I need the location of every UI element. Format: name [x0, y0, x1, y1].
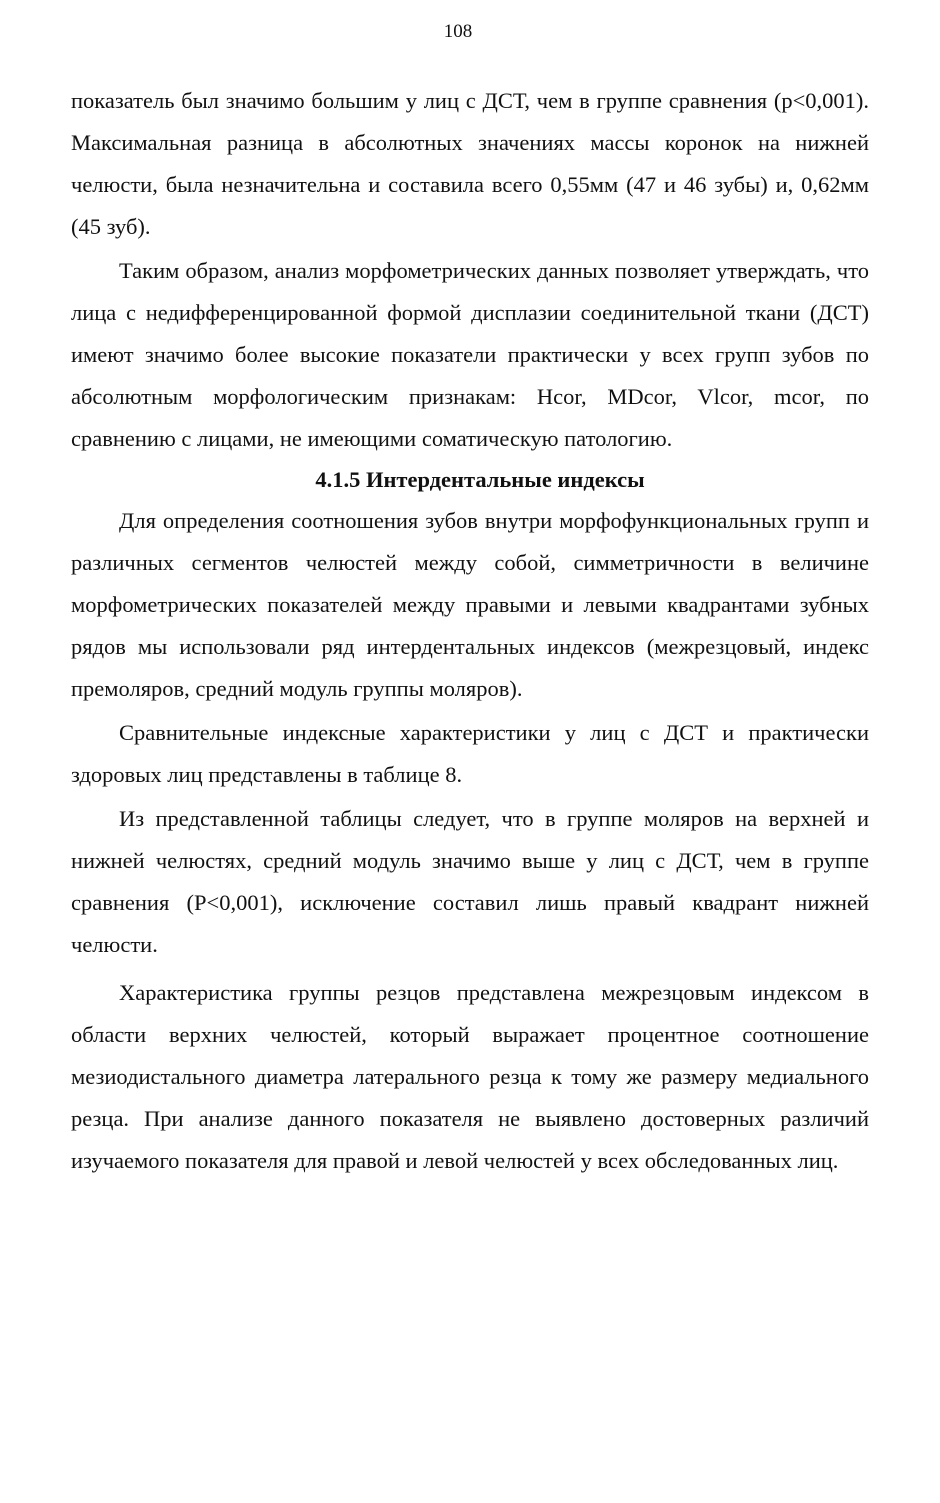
paragraph-conclusion: Таким образом, анализ морфометрических данных позволяет утверждать, что лица с недифференцированной формой дисплазии соединительной ткани (ДСТ) имеют значимо более высокие показатели практически у всех групп зубов по абсолютным морфологическим признакам: Hcor, MDcor, Vlcor, mcor, по сравнению с лицами, не имеющими соматическую патологию.	[71, 258, 869, 451]
paragraph-continuation: показатель был значимо большим у лиц с ДСТ, чем в группе сравнения (p<0,001). Максимальная разница в абсолютных значениях массы коронок на нижней челюсти, была незначительна и составила всего 0,55мм (47 и 46 зубы) и, 0,62мм (45 зуб).	[71, 88, 869, 239]
paragraph-table-reference: Сравнительные индексные характеристики у лиц с ДСТ и практически здоровых лиц представлены в таблице 8.	[71, 720, 869, 787]
paragraph-intro: Для определения соотношения зубов внутри морфофункциональных групп и различных сегментов челюстей между собой, симметричности в величине морфометрических показателей между правыми и левыми квадрантами зубных рядов мы использовали ряд интердентальных индексов (межрезцовый, индекс премоляров, средний модуль группы моляров).	[71, 508, 869, 701]
page-content	[71, 80, 869, 1182]
paragraph-molars: Из представленной таблицы следует, что в группе моляров на верхней и нижней челюстях, средний модуль значимо выше у лиц с ДСТ, чем в группе сравнения (P<0,001), исключение составил лишь правый квадрант нижней челюсти.	[71, 806, 869, 957]
page-number: 108	[443, 21, 473, 42]
section-heading: 4.1.5 Интердентальные индексы	[315, 467, 645, 492]
paragraph-incisors: Характеристика группы резцов представлена межрезцовым индексом в области верхних челюстей, который выражает процентное соотношение мезиодистального диаметра латерального резца к тому же размеру медиального резца. При анализе данного показателя не выявлено достоверных различий изучаемого показателя для правой и левой челюстей у всех обследованных лиц.	[71, 980, 869, 1173]
